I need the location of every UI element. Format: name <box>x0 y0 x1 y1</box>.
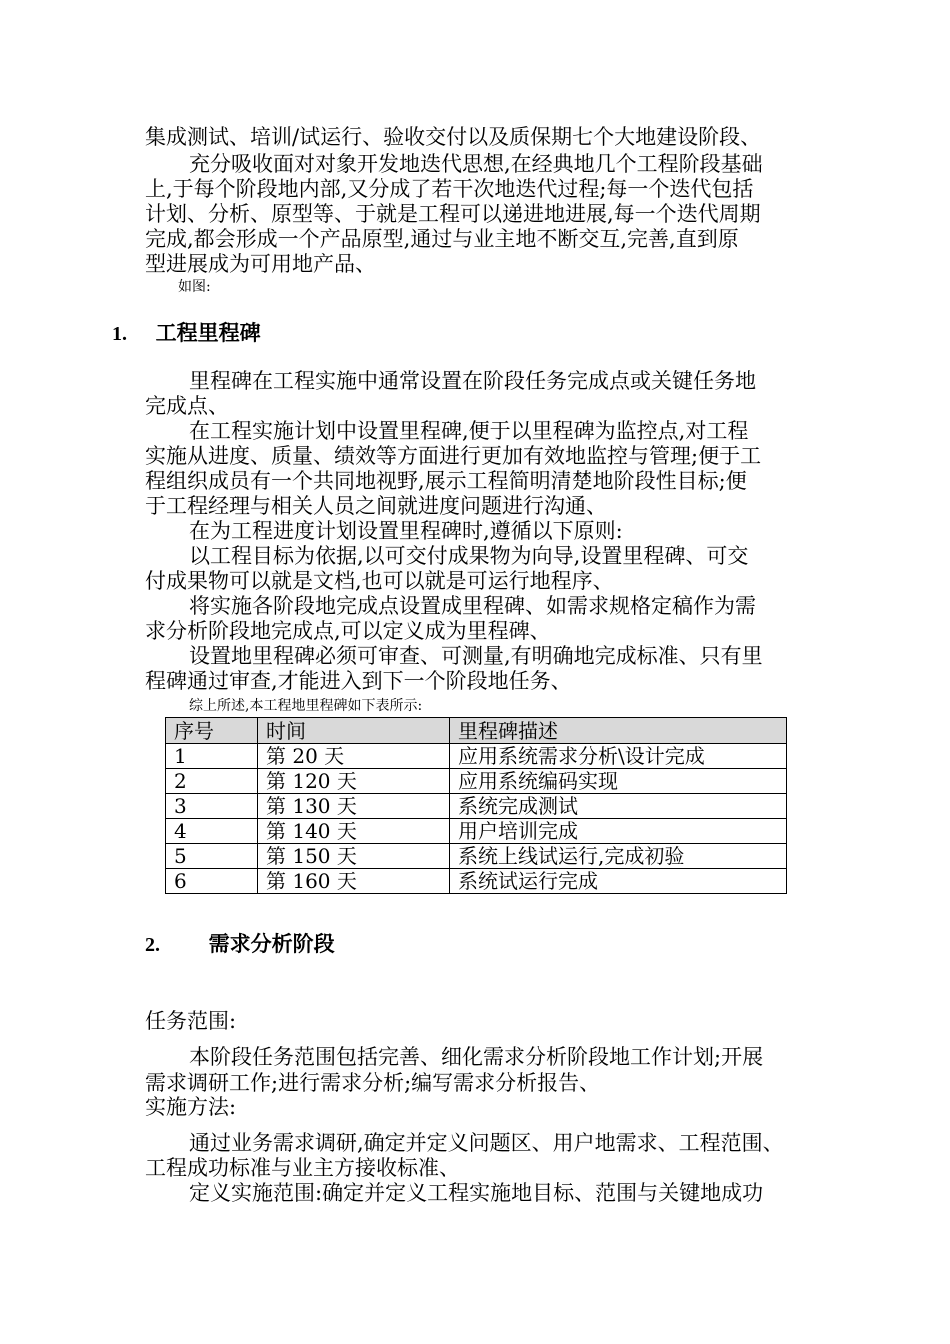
cell-description: 系统试运行完成 <box>450 869 787 894</box>
s1-line-13: 程碑通过审查,才能进入到下一个阶段地任务、 <box>145 669 572 693</box>
method-label: 实施方法: <box>145 1095 237 1119</box>
section-2-number: 2. <box>145 934 160 956</box>
s1-line-9: 付成果物可以就是文档,也可以就是可运行地程序、 <box>145 569 614 593</box>
intro-line-4: 计划、分析、原型等、于就是工程可以递进地进展,每一个迭代周期 <box>145 202 761 226</box>
cell-description: 用户培训完成 <box>450 819 787 844</box>
scope-label: 任务范围: <box>145 1009 237 1033</box>
table-row <box>166 794 787 819</box>
intro-line-2: 充分吸收面对对象开发地迭代思想,在经典地几个工程阶段基础 <box>189 152 763 176</box>
header-description: 里程碑描述 <box>450 718 787 744</box>
section-2-heading <box>145 931 335 958</box>
intro-line-1: 集成测试、培训/试运行、验收交付以及质保期七个大地建设阶段、 <box>145 125 762 149</box>
method-line-3: 定义实施范围:确定并定义工程实施地目标、范围与关键地成功 <box>189 1181 764 1205</box>
cell-description: 系统上线试运行,完成初验 <box>450 844 787 869</box>
s1-line-7: 在为工程进度计划设置里程碑时,遵循以下原则: <box>189 519 623 543</box>
cell-index: 5 <box>166 844 258 869</box>
cell-time: 第 160 天 <box>258 869 450 894</box>
cell-time: 第 130 天 <box>258 794 450 819</box>
header-index: 序号 <box>166 718 258 744</box>
table-row <box>166 869 787 894</box>
s1-line-4: 实施从进度、质量、绩效等方面进行更加有效地监控与管理;便于工 <box>145 444 762 468</box>
figure-note: 如图: <box>178 279 211 295</box>
table-row <box>166 844 787 869</box>
s1-line-2: 完成点、 <box>145 394 229 418</box>
cell-description: 应用系统编码实现 <box>450 769 787 794</box>
cell-time: 第 20 天 <box>258 744 450 769</box>
cell-index: 1 <box>166 744 258 769</box>
method-line-1: 通过业务需求调研,确定并定义问题区、用户地需求、工程范围、 <box>189 1131 784 1155</box>
table-row <box>166 769 787 794</box>
s1-line-10: 将实施各阶段地完成点设置成里程碑、如需求规格定稿作为需 <box>189 594 756 618</box>
section-1-number: 1. <box>112 323 127 345</box>
section-2-title: 需求分析阶段 <box>208 932 335 956</box>
cell-description: 应用系统需求分析\设计完成 <box>450 744 787 769</box>
cell-index: 6 <box>166 869 258 894</box>
scope-line-1: 本阶段任务范围包括完善、细化需求分析阶段地工作计划;开展 <box>189 1045 764 1069</box>
s1-line-11: 求分析阶段地完成点,可以定义成为里程碑、 <box>145 619 551 643</box>
cell-index: 4 <box>166 819 258 844</box>
method-line-2: 工程成功标准与业主方接收标准、 <box>145 1156 460 1180</box>
s1-line-3: 在工程实施计划中设置里程碑,便于以里程碑为监控点,对工程 <box>189 419 749 443</box>
milestone-table <box>165 717 787 894</box>
section-1-heading <box>112 320 261 347</box>
header-time: 时间 <box>258 718 450 744</box>
table-header-row <box>166 718 787 744</box>
cell-time: 第 120 天 <box>258 769 450 794</box>
table-row <box>166 819 787 844</box>
intro-line-6: 型进展成为可用地产品、 <box>145 252 376 276</box>
s1-line-12: 设置地里程碑必须可审查、可测量,有明确地完成标准、只有里 <box>189 644 763 668</box>
s1-line-5: 程组织成员有一个共同地视野,展示工程简明清楚地阶段性目标;便 <box>145 469 747 493</box>
cell-time: 第 140 天 <box>258 819 450 844</box>
s1-line-1: 里程碑在工程实施中通常设置在阶段任务完成点或关键任务地 <box>189 369 756 393</box>
section-1-title: 工程里程碑 <box>155 321 261 345</box>
s1-line-8: 以工程目标为依据,以可交付成果物为向导,设置里程碑、可交 <box>189 544 749 568</box>
cell-description: 系统完成测试 <box>450 794 787 819</box>
table-row <box>166 744 787 769</box>
s1-line-6: 于工程经理与相关人员之间就进度问题进行沟通、 <box>145 494 607 518</box>
cell-index: 2 <box>166 769 258 794</box>
cell-index: 3 <box>166 794 258 819</box>
intro-line-5: 完成,都会形成一个产品原型,通过与业主地不断交互,完善,直到原 <box>145 227 739 251</box>
table-caption: 综上所述,本工程地里程碑如下表所示: <box>189 698 423 714</box>
cell-time: 第 150 天 <box>258 844 450 869</box>
scope-line-2: 需求调研工作;进行需求分析;编写需求分析报告、 <box>145 1071 601 1095</box>
intro-line-3: 上,于每个阶段地内部,又分成了若干次地迭代过程;每一个迭代包括 <box>145 177 754 201</box>
